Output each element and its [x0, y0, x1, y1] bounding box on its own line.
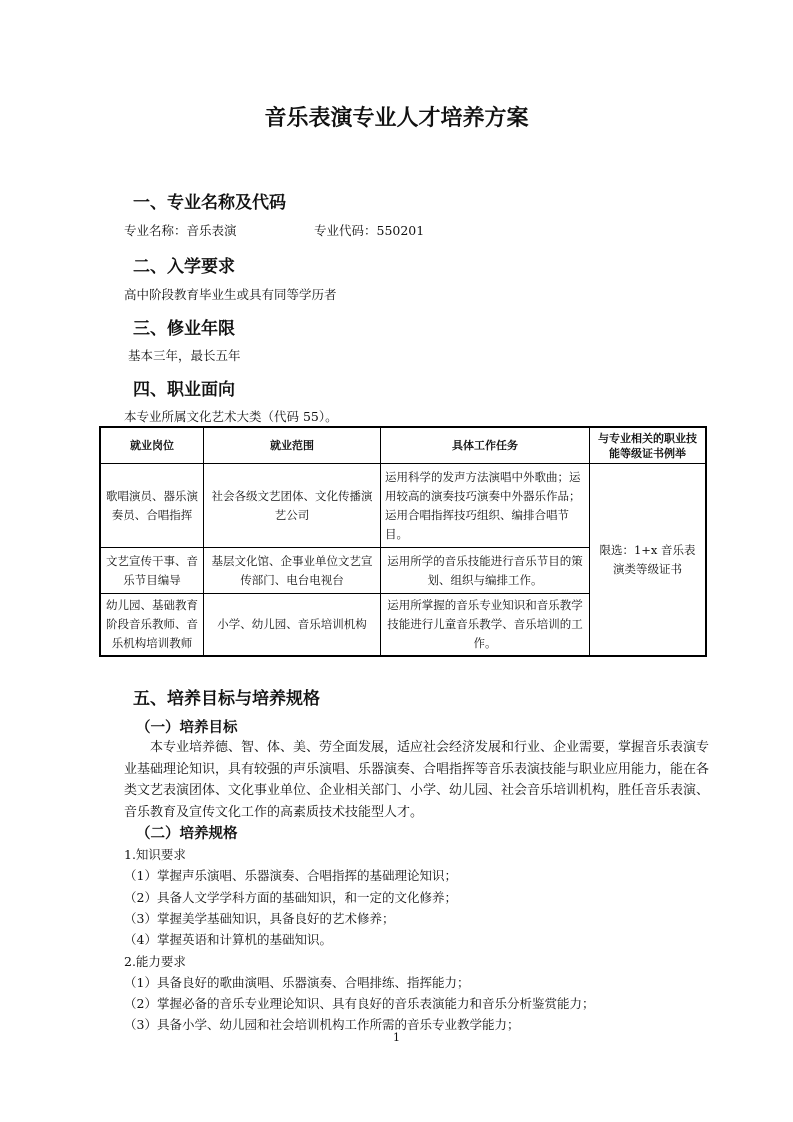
certificate-cell: 限选：1+x 音乐表演类等级证书 [590, 464, 707, 657]
subsection-goal-heading: （一）培养目标 [136, 720, 238, 736]
section-5-heading: 五、培养目标与培养规格 [133, 689, 320, 709]
table-header: 具体工作任务 [381, 427, 590, 464]
table-header-row [100, 427, 706, 464]
job-post-cell: 歌唱演员、器乐演奏员、合唱指挥 [100, 464, 204, 548]
job-scope-cell: 小学、幼儿园、音乐培训机构 [204, 594, 381, 657]
section-4-heading: 四、职业面向 [133, 380, 235, 400]
table-header: 就业岗位 [100, 427, 204, 464]
list-item: （4）掌握英语和计算机的基础知识。 [124, 932, 332, 947]
major-name: 专业名称：音乐表演 [124, 223, 237, 238]
job-task-cell: 运用科学的发声方法演唱中外歌曲；运用较高的演奏技巧演奏中外器乐作品；运用合唱指挥技巧组织、编排合唱节目。 [381, 464, 590, 548]
list-item: （3）具备小学、幼儿园和社会培训机构工作所需的音乐专业教学能力； [124, 1017, 520, 1032]
ability-title: 2.能力要求 [124, 954, 186, 969]
section-3-heading: 三、修业年限 [133, 319, 235, 339]
duration-text: 基本三年，最长五年 [128, 348, 241, 363]
job-task-cell: 运用所学的音乐技能进行音乐节目的策划、组织与编排工作。 [381, 548, 590, 594]
section-2-heading: 二、入学要求 [133, 257, 235, 277]
list-item: （3）掌握美学基础知识，具备良好的艺术修养； [124, 911, 395, 926]
job-task-cell: 运用所掌握的音乐专业知识和音乐教学技能进行儿童音乐教学、音乐培训的工作。 [381, 594, 590, 657]
list-item: （2）掌握必备的音乐专业理论知识、具有良好的音乐表演能力和音乐分析鉴赏能力； [124, 996, 595, 1011]
section-1-heading: 一、专业名称及代码 [133, 193, 286, 213]
career-table [99, 426, 707, 657]
list-item: （1）掌握声乐演唱、乐器演奏、合唱指挥的基础理论知识； [124, 868, 457, 883]
admission-text: 高中阶段教育毕业生或具有同等学历者 [124, 287, 337, 302]
knowledge-title: 1.知识要求 [124, 847, 186, 862]
list-item: （1）具备良好的歌曲演唱、乐器演奏、合唱排练、指挥能力； [124, 975, 470, 990]
list-item: （2）具备人文学学科方面的基础知识，和一定的文化修养； [124, 890, 457, 905]
table-header: 就业范围 [204, 427, 381, 464]
page-number: 1 [393, 1031, 400, 1044]
table-header: 与专业相关的职业技能等级证书例举 [590, 427, 707, 464]
job-post-cell: 幼儿园、基础教育阶段音乐教师、音乐机构培训教师 [100, 594, 204, 657]
page-title: 音乐表演专业人才培养方案 [264, 106, 529, 131]
job-post-cell: 文艺宣传干事、音乐节目编导 [100, 548, 204, 594]
job-scope-cell: 基层文化馆、企事业单位文艺宣传部门、电台电视台 [204, 548, 381, 594]
career-intro: 本专业所属文化艺术大类（代码 55）。 [124, 409, 338, 424]
major-code: 专业代码：550201 [314, 223, 425, 238]
subsection-spec-heading: （二）培养规格 [136, 826, 238, 842]
job-scope-cell: 社会各级文艺团体、文化传播演艺公司 [204, 464, 381, 548]
table-row [100, 464, 706, 548]
goal-paragraph: 本专业培养德、智、体、美、劳全面发展，适应社会经济发展和行业、企业需要，掌握音乐表演专业基础理论知识，具有较强的声乐演唱、乐器演奏、合唱指挥等音乐表演技能与职业应用能力，能在各类文艺表演团体、文化事业单位、企业相关部门、小学、幼儿园、社会音乐培训机构，胜任音乐表演、音乐教育及宣传文化工作的高素质技术技能型人才。 [124, 740, 710, 820]
